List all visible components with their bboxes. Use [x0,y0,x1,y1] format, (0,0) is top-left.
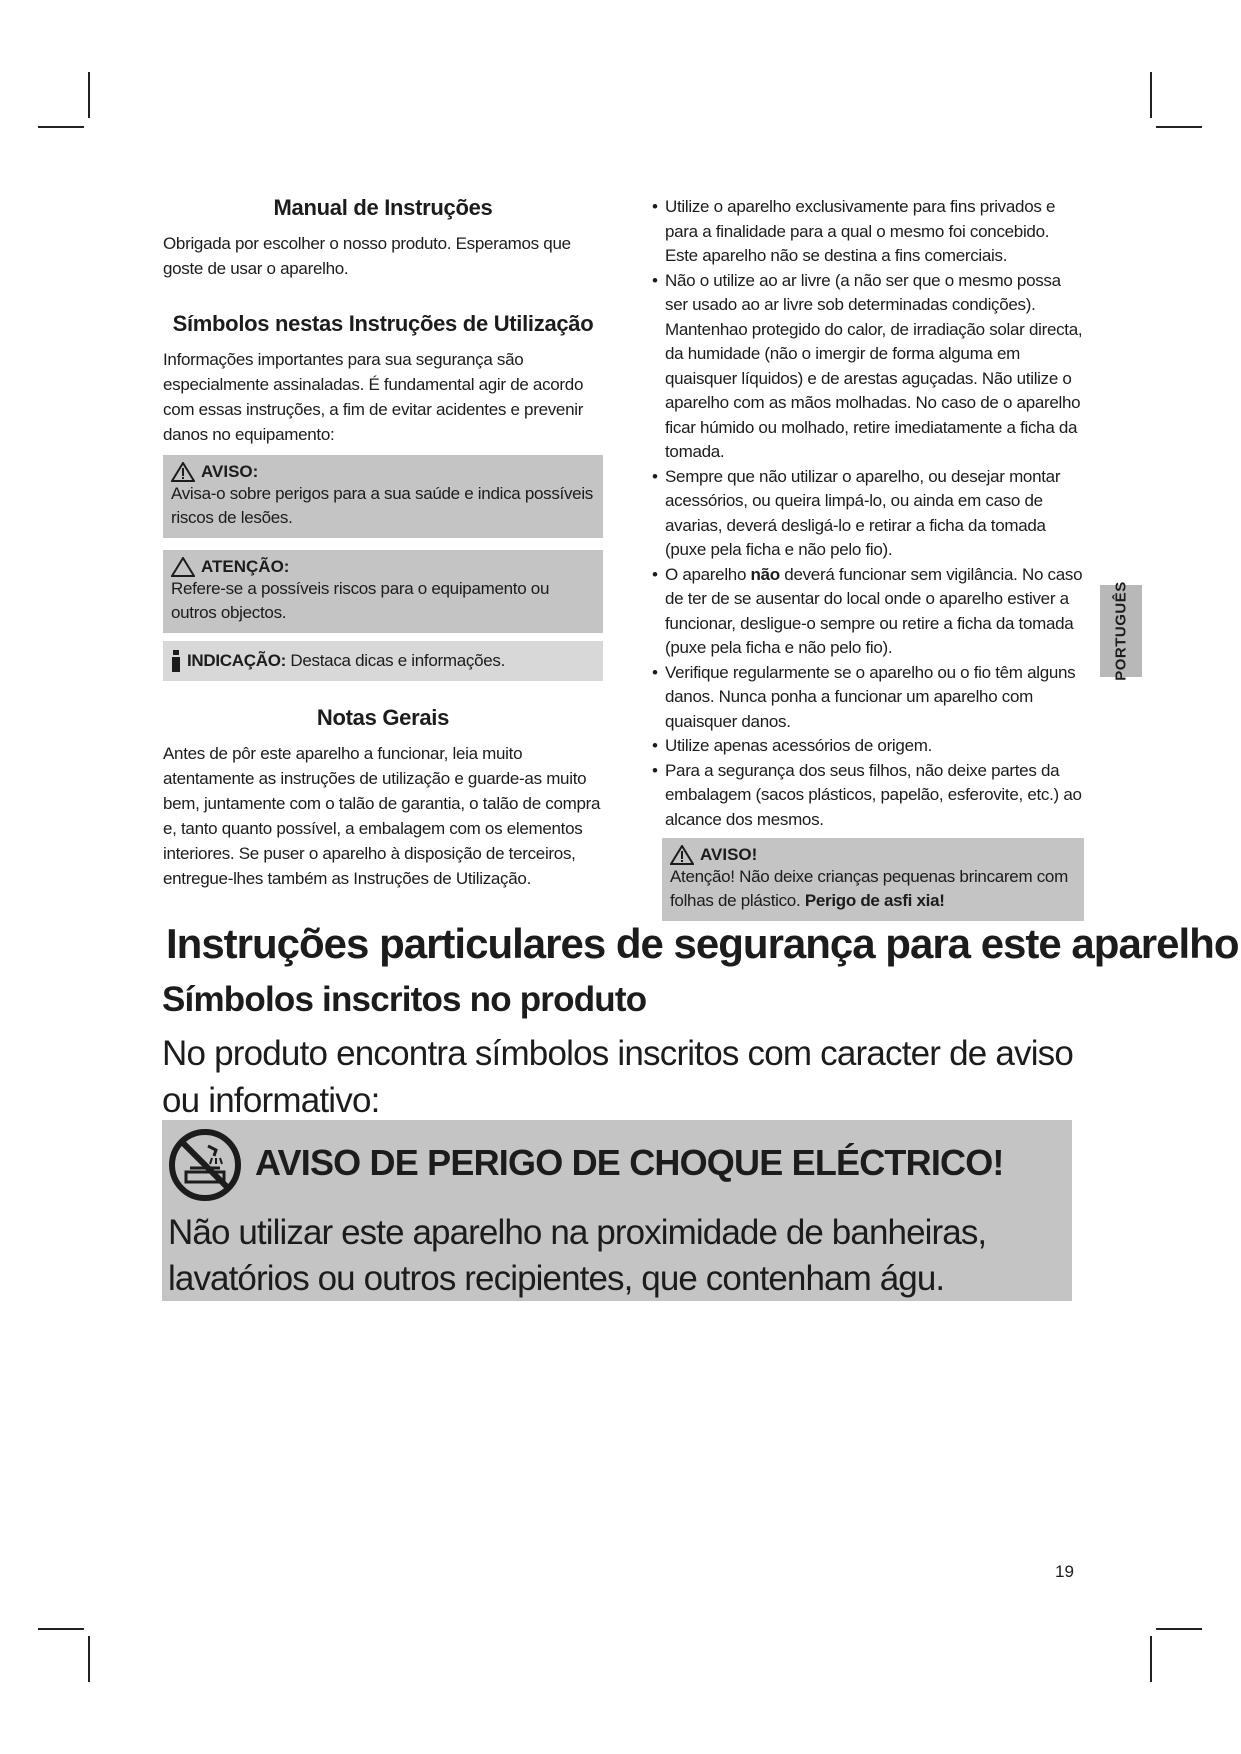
crop-mark [88,1636,90,1682]
list-item: • O aparelho não deverá funcionar sem vigilância. No caso de ter de se ausentar do local onde o aparelho estiver a funcionar, desligue-o sempre ou retire a ficha da tomada (puxe pela ficha e não pelo fio). [652,564,1083,657]
aviso2-bold: Perigo de asfi xia! [804,891,945,910]
sub-heading: Símbolos inscritos no produto [162,980,647,1019]
symbols-title: Símbolos nestas Instruções de Utilização [172,311,594,336]
intro-text: Obrigada por escolher o nosso produto. Esperamos que goste de usar o aparelho. [163,234,571,278]
atencao-text: Refere-se a possíveis riscos para o equipamento ou outros objectos. [171,579,550,622]
crop-mark [1150,1636,1152,1682]
main-heading: Instruções particulares de segurança para este aparelho [166,920,1239,967]
page-number: 19 [1055,1562,1074,1581]
no-bath-water-icon [168,1128,242,1202]
notas-text: Antes de pôr este aparelho a funcionar, leia muito atentamente as instruções de utilização e guarde-as muito bem, juntamente com o talão de garantia, o talão de compra e, tanto quanto possível, a embalagem com os elementos interiores. Se puser o aparelho à disposição de terceiros, entregue-lhes também as Instruções de Utilização. [163,744,601,888]
aviso-label: AVISO: [201,462,259,481]
list-item: • Para a segurança dos seus filhos, não deixe partes da embalagem (sacos plásticos, papelão, esferovite, etc.) ao alcance dos mesmos. [652,760,1082,829]
left-column [163,195,603,891]
list-item: • Não o utilize ao ar livre (a não ser que o mesmo possa ser usado ao ar livre sob determinadas condições). Mantenhao protegido do calor, de irradiação solar directa, da humidade (não o imergir de forma alguma em quaisquer líquidos) e de arestas aguçadas. Não utilize o aparelho com as mãos molhadas. No caso de o aparelho ficar húmido ou molhado, retire imediatamente a ficha da tomada. [652,270,1083,461]
aviso-plastic-box [662,838,1084,921]
crop-mark [38,126,84,128]
crop-mark [1150,72,1152,118]
atencao-label: ATENÇÃO: [201,557,290,576]
list-item: • Utilize o aparelho exclusivamente para fins privados e para a finalidade para a qual o mesmo foi concebido. Este aparelho não se destina a fins comerciais. [652,197,1056,265]
aviso2-label: AVISO! [700,845,758,864]
list-item: • Verifique regularmente se o aparelho ou o fio têm alguns danos. Nunca ponha a funcionar um aparelho com quaisquer danos. [652,662,1076,731]
indicacao-text: Destaca dicas e informações. [286,651,506,670]
crop-mark [38,1628,84,1630]
shock-warning-box [162,1120,1072,1301]
aviso2-text: Atenção! Não deixe crianças pequenas brincarem com folhas de plástico. [670,867,1068,910]
language-tab-label: PORTUGUÊS [1112,581,1130,681]
shock-text: Não utilizar este aparelho na proximidade de banheiras, lavatórios ou outros recipientes, que contenham águ. [168,1213,987,1298]
right-column [634,195,1084,921]
list-item: • Sempre que não utilizar o aparelho, ou desejar montar acessórios, ou queira limpá-lo, ou ainda em caso de avarias, deverá desligá-lo e retirar a ficha da tomada (puxe pela ficha e não pelo fio). [652,466,1061,559]
safety-list [634,195,1084,832]
atencao-box [163,550,603,633]
indicacao-box [163,641,603,681]
sub-text: No produto encontra símbolos inscritos com caracter de aviso ou informativo: [162,1034,1074,1120]
crop-mark [88,72,90,118]
indicacao-label: INDICAÇÃO: [187,651,286,670]
warning-triangle-icon [171,462,195,482]
list-item: • Utilize apenas acessórios de origem. [652,736,933,755]
aviso-text: Avisa-o sobre perigos para a sua saúde e indica possíveis riscos de lesões. [171,484,594,527]
language-tab [1100,581,1142,681]
shock-title: AVISO DE PERIGO DE CHOQUE ELÉCTRICO! [255,1142,1004,1183]
caution-triangle-icon [171,557,195,577]
crop-mark [1156,126,1202,128]
notas-title: Notas Gerais [316,705,450,730]
symbols-intro: Informações importantes para sua segurança são especialmente assinaladas. É fundamental agir de acordo com essas instruções, a fim de evitar acidentes e prevenir danos no equipamento: [163,350,584,444]
crop-mark [1156,1628,1202,1630]
info-icon [171,650,181,672]
manual-title: Manual de Instruções [273,195,493,220]
aviso-box [163,455,603,538]
warning-triangle-icon [670,845,694,865]
